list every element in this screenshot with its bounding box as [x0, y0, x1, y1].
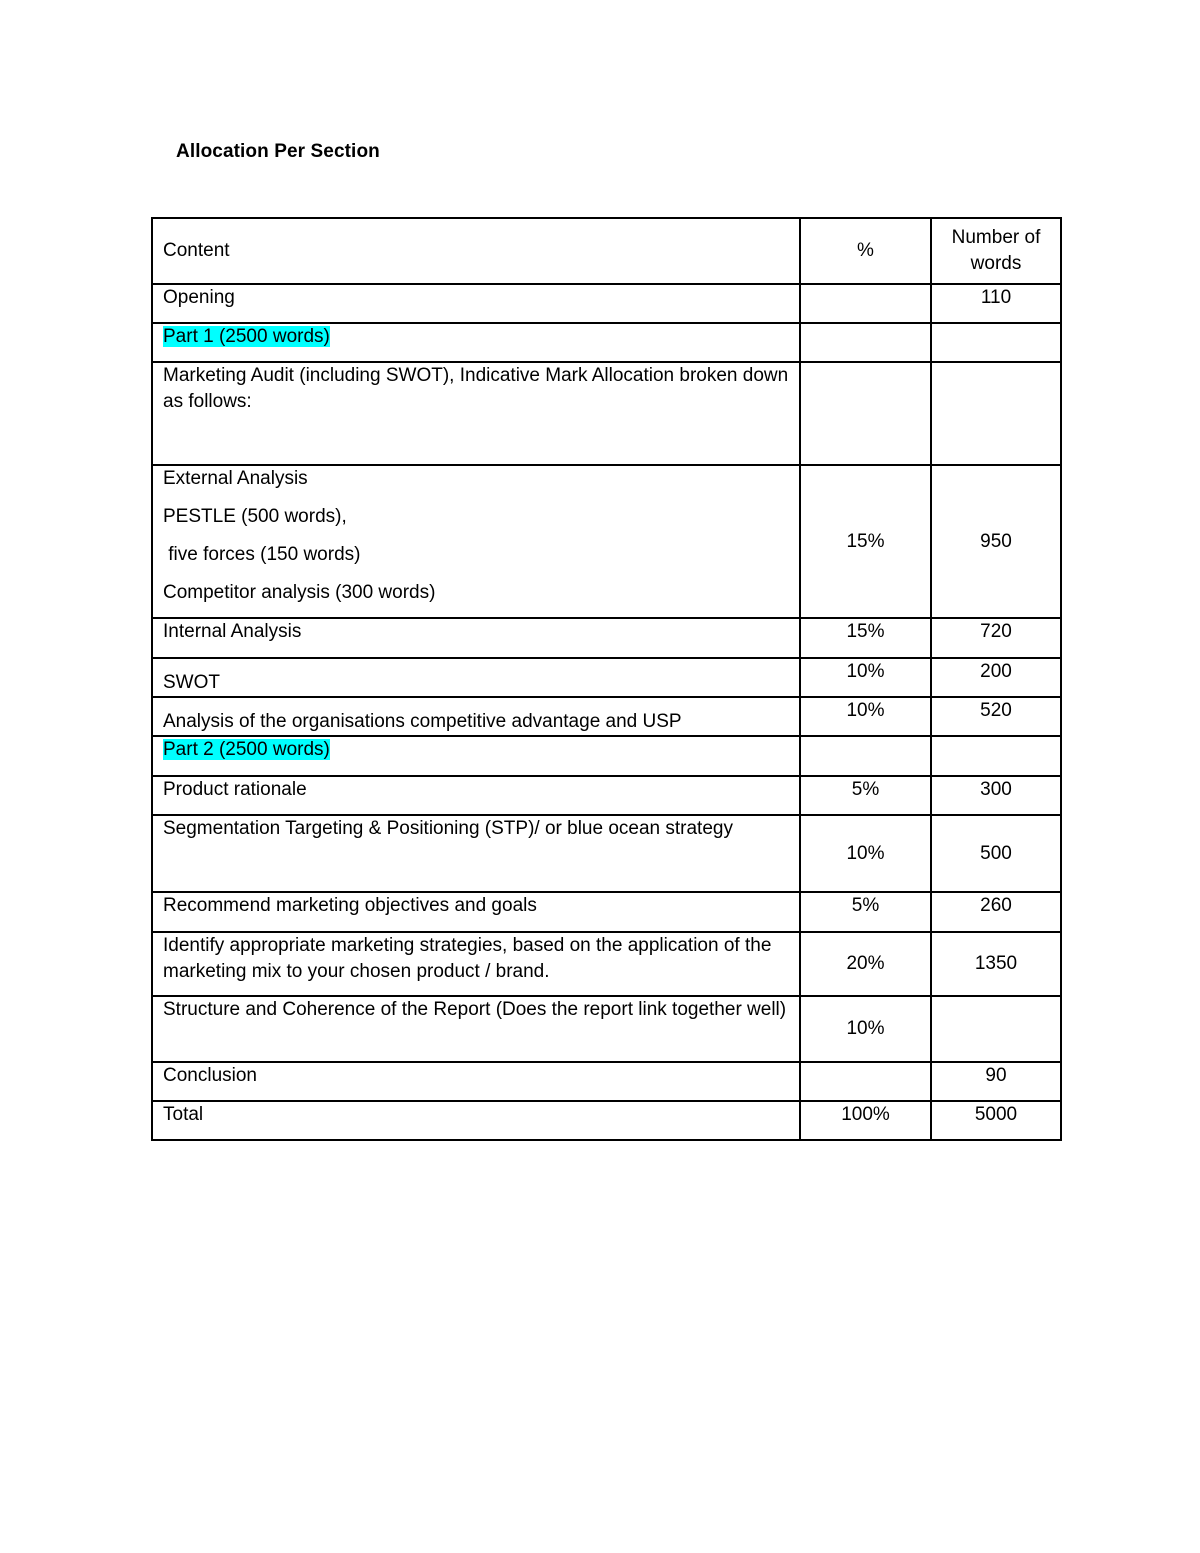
row-words [931, 323, 1061, 362]
table-row [152, 658, 1061, 697]
table-row [152, 996, 1061, 1062]
row-words: 520 [931, 697, 1061, 736]
table-header-row [152, 218, 1061, 284]
row-content [152, 465, 800, 618]
row-words: 110 [931, 284, 1061, 323]
table-row [152, 362, 1061, 465]
row-words [931, 736, 1061, 776]
header-percent: % [800, 218, 931, 284]
row-percent: 10% [800, 697, 931, 736]
table-row [152, 776, 1061, 815]
row-percent: 15% [800, 618, 931, 658]
table-total-row [152, 1101, 1061, 1140]
row-percent: 20% [800, 932, 931, 996]
row-words: 300 [931, 776, 1061, 815]
table-row [152, 892, 1061, 932]
table-row [152, 932, 1061, 996]
header-words: Number of words [931, 218, 1061, 284]
external-line: five forces (150 words) [163, 544, 361, 565]
row-content: Identify appropriate marketing strategies, based on the application of the marketing mix to your chosen product / brand. [152, 932, 800, 996]
external-line: Competitor analysis (300 words) [163, 582, 436, 603]
row-words [931, 996, 1061, 1062]
table-row [152, 465, 1061, 618]
row-percent [800, 1062, 931, 1101]
row-words: 950 [931, 465, 1061, 618]
row-content: Conclusion [152, 1062, 800, 1101]
row-content [152, 736, 800, 776]
table-row [152, 736, 1061, 776]
row-percent: 10% [800, 658, 931, 697]
row-content: SWOT [152, 658, 800, 697]
row-content: Product rationale [152, 776, 800, 815]
row-words: 500 [931, 815, 1061, 892]
row-content: Analysis of the organisations competitive advantage and USP [152, 697, 800, 736]
row-content: Opening [152, 284, 800, 323]
row-content: Total [152, 1101, 800, 1140]
table-row [152, 815, 1061, 892]
part-1-label: Part 1 (2500 words) [163, 326, 330, 347]
row-percent [800, 284, 931, 323]
row-percent: 10% [800, 815, 931, 892]
external-line: PESTLE (500 words), [163, 506, 347, 527]
row-words: 200 [931, 658, 1061, 697]
row-words: 260 [931, 892, 1061, 932]
row-percent: 5% [800, 776, 931, 815]
row-words: 90 [931, 1062, 1061, 1101]
table-row [152, 284, 1061, 323]
row-words [931, 362, 1061, 465]
row-content: Structure and Coherence of the Report (Does the report link together well) [152, 996, 800, 1062]
row-words: 720 [931, 618, 1061, 658]
external-line: External Analysis [163, 468, 308, 489]
page-title: Allocation Per Section [176, 141, 380, 162]
row-percent: 100% [800, 1101, 931, 1140]
row-content: Internal Analysis [152, 618, 800, 658]
row-words: 1350 [931, 932, 1061, 996]
allocation-table [151, 217, 1062, 1141]
row-percent [800, 736, 931, 776]
row-content: Segmentation Targeting & Positioning (STP)/ or blue ocean strategy [152, 815, 800, 892]
table-row [152, 697, 1061, 736]
table-row [152, 618, 1061, 658]
row-percent: 5% [800, 892, 931, 932]
table-row [152, 1062, 1061, 1101]
header-content: Content [152, 218, 800, 284]
row-words: 5000 [931, 1101, 1061, 1140]
table-row [152, 323, 1061, 362]
row-percent: 10% [800, 996, 931, 1062]
part-2-label: Part 2 (2500 words) [163, 739, 330, 760]
row-percent [800, 323, 931, 362]
row-content: Marketing Audit (including SWOT), Indicative Mark Allocation broken down as follows: [152, 362, 800, 465]
row-percent: 15% [800, 465, 931, 618]
row-content: Recommend marketing objectives and goals [152, 892, 800, 932]
row-percent [800, 362, 931, 465]
row-content [152, 323, 800, 362]
